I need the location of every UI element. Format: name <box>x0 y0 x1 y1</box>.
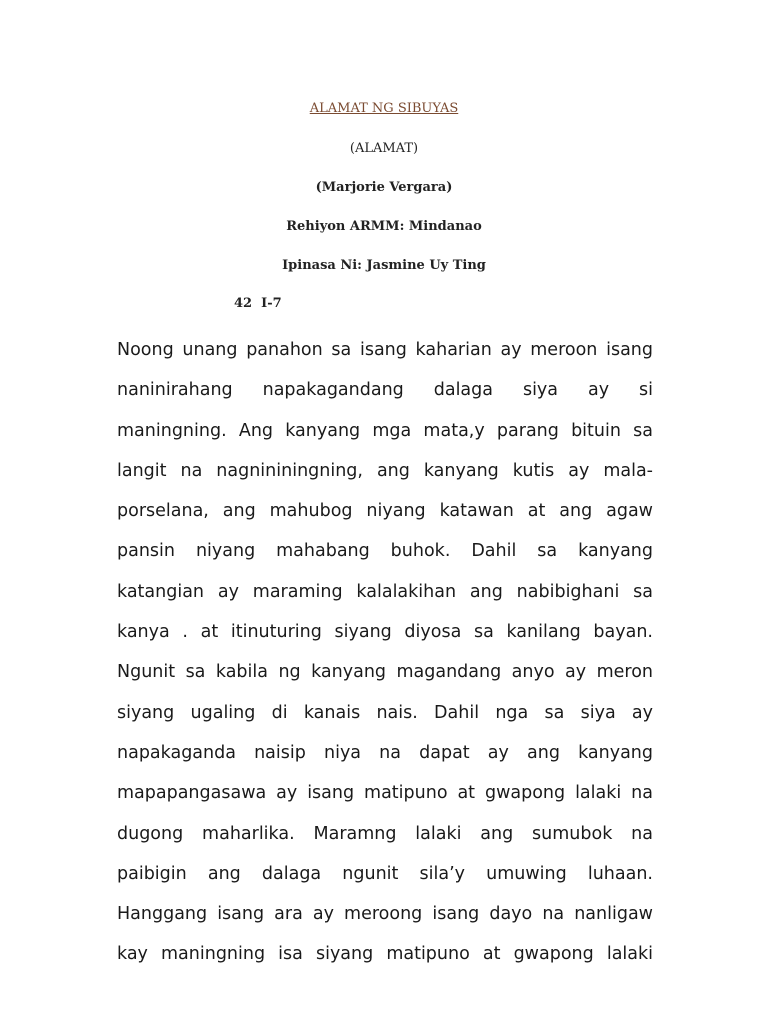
story-line: pansin niyang mahabang buhok. Dahil sa kanyang <box>117 541 653 562</box>
story-line: siyang ugaling di kanais nais. Dahil nga sa siya ay <box>117 702 653 723</box>
story-line: paibigin ang dalaga ngunit sila’y umuwing luhaan. <box>117 863 653 884</box>
story-line: langit na nagnininingning, ang kanyang kutis ay mala- <box>117 460 653 481</box>
document-title: ALAMAT NG SIBUYAS <box>309 101 459 116</box>
document-genre: (ALAMAT) <box>349 141 419 156</box>
story-line: dugong maharlika. Maramng lalaki ang sumubok na <box>117 823 653 844</box>
story-line: Hanggang isang ara ay meroong isang dayo na nanligaw <box>117 904 653 925</box>
story-line: mapapangasawa ay isang matipuno at gwapong lalaki na <box>117 783 653 804</box>
document-region: Rehiyon ARMM: Mindanao <box>286 219 482 234</box>
story-line: Ngunit sa kabila ng kanyang magandang anyo ay meron <box>117 662 653 683</box>
document-author: (Marjorie Vergara) <box>315 180 453 195</box>
document-section: 42 I-7 <box>234 296 282 311</box>
story-line: kanya . at itinuturing siyang diyosa sa kanilang bayan. <box>117 622 653 643</box>
document-submitted-to: Ipinasa Ni: Jasmine Uy Ting <box>282 258 486 273</box>
story-line: katangian ay maraming kalalakihan ang nabibighani sa <box>117 581 653 602</box>
story-line: kay maningning isa siyang matipuno at gwapong lalaki <box>117 944 653 965</box>
story-line: naninirahang napakagandang dalaga siya ay si <box>117 380 653 401</box>
story-line: porselana, ang mahubog niyang katawan at ang agaw <box>117 501 653 522</box>
story-body <box>117 330 653 975</box>
story-line: napakaganda naisip niya na dapat ay ang kanyang <box>117 742 653 763</box>
story-line: maningning. Ang kanyang mga mata,y parang bituin sa <box>117 420 653 441</box>
story-line: Noong unang panahon sa isang kaharian ay meroon isang <box>117 340 653 360</box>
